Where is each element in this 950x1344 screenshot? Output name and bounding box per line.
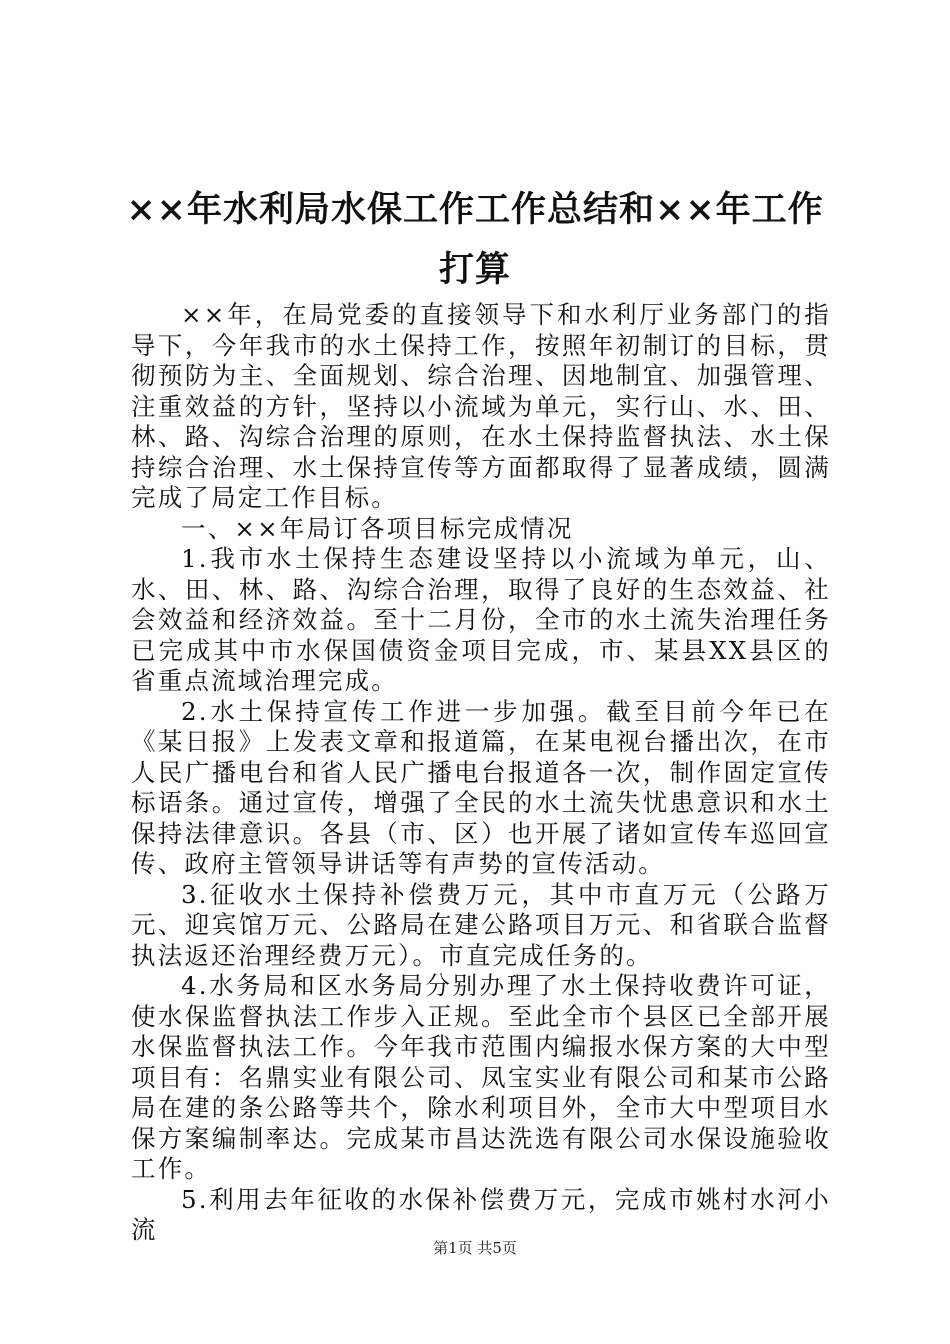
paragraph-item-4: 4.水务局和区水务局分别办理了水土保持收费许可证，使水保监督执法工作步入正规。至此全市个县区已全部开展水保监督执法工作。今年我市范围内编报水保方案的大中型项目有：名鼎实业有限公司、凤宝实业有限公司和某市公路局在建的条公路等共个，除水利项目外，全市大中型项目水保方案编制率达。完成某市昌达洗选有限公司水保设施验收工作。	[131, 971, 831, 1183]
paragraph-item-2: 2.水土保持宣传工作进一步加强。截至目前今年已在《某日报》上发表文章和报道篇，在某电视台播出次，在市人民广播电台和省人民广播电台报道各一次，制作固定宣传标语条。通过宣传，增强了全民的水土流失忧患意识和水土保持法律意识。各县（市、区）也开展了诸如宣传车巡回宣传、政府主管领导讲话等有声势的宣传活动。	[131, 696, 831, 878]
document-title-line-1: ××年水利局水保工作工作总结和××年工作	[126, 189, 824, 230]
document-body	[131, 300, 831, 1246]
paragraph-intro: ××年，在局党委的直接领导下和水利厅业务部门的指导下，今年我市的水土保持工作，按照年初制订的目标，贯彻预防为主、全面规划、综合治理、因地制宜、加强管理、注重效益的方针，坚持以小流域为单元，实行山、水、田、林、路、沟综合治理的原则，在水土保持监督执法、水土保持综合治理、水土保持宣传等方面都取得了显著成绩，圆满完成了局定工作目标。	[131, 300, 831, 512]
paragraph-item-3: 3.征收水土保持补偿费万元，其中市直万元（公路万元、迎宾馆万元、公路局在建公路项目万元、和省联合监督执法返还治理经费万元）。市直完成任务的。	[131, 879, 831, 970]
paragraph-item-1: 1.我市水土保持生态建设坚持以小流域为单元，山、水、田、林、路、沟综合治理，取得了良好的生态效益、社会效益和经济效益。至十二月份，全市的水土流失治理任务已完成其中市水保国债资金项目完成，市、某县XX县区的省重点流域治理完成。	[131, 544, 831, 695]
page-number-footer: 第1页 共5页	[433, 1239, 517, 1257]
section-heading: 一、××年局订各项目标完成情况	[181, 513, 574, 543]
paragraph-item-5: 5.利用去年征收的水保补偿费万元，完成市姚村水河小流	[131, 1184, 831, 1244]
document-title-line-2: 打算	[438, 249, 511, 290]
